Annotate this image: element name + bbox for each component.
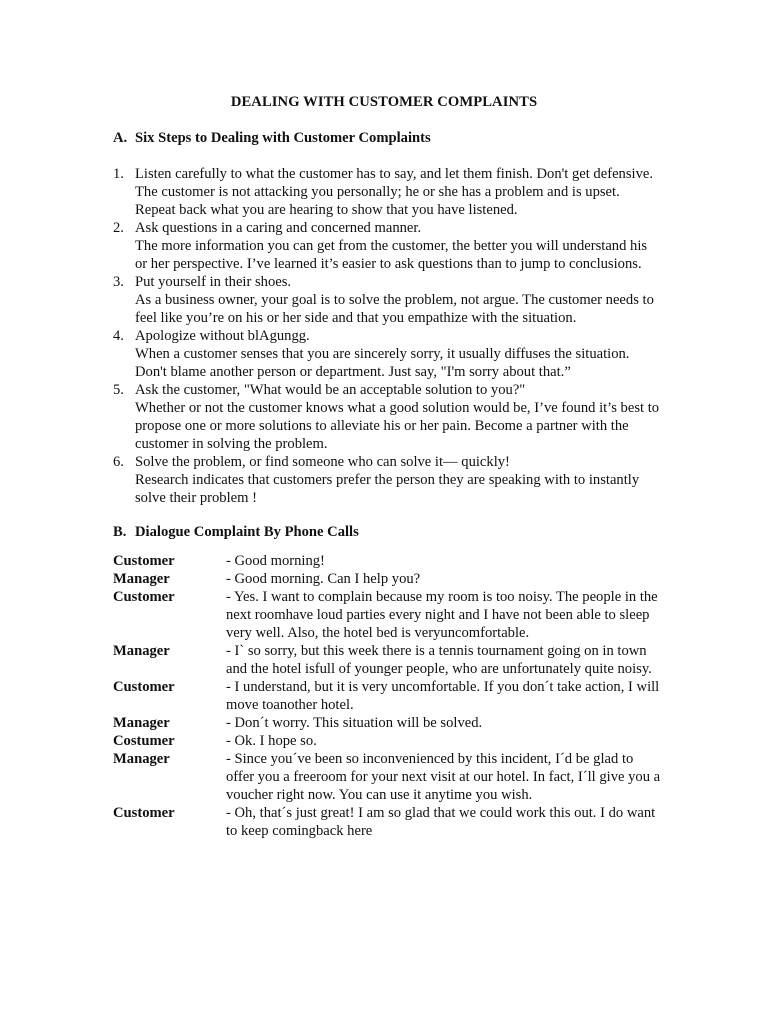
step-number: 6. [113, 454, 124, 470]
dialogue-turn [113, 750, 693, 804]
section-a-letter: A. [113, 130, 128, 146]
step-number: 4. [113, 328, 124, 344]
step-line: When a customer senses that you are sincerely sorry, it usually diffuses the situation. [135, 346, 630, 362]
dialogue-list [113, 552, 693, 840]
speech-text [226, 570, 693, 588]
step-number: 2. [113, 220, 124, 236]
step-line: Put yourself in their shoes. [135, 274, 292, 290]
speaker-name: Customer [113, 805, 175, 821]
speaker-name: Manager [113, 643, 170, 659]
dialogue-turn [113, 714, 693, 732]
step-body [135, 453, 693, 507]
step-line: Solve the problem, or find someone who can solve it— quickly! [135, 454, 510, 470]
step-item [113, 453, 693, 507]
speech-text [226, 678, 693, 714]
speech-text [226, 552, 693, 570]
dialogue-turn [113, 732, 693, 750]
speech-line: - I` so sorry, but this week there is a tennis tournament going on in town [226, 643, 647, 659]
step-line: The customer is not attacking you personally; he or she has a problem and is upset. [135, 184, 620, 200]
step-line: Don't blame another person or department. Just say, "I'm sorry about that.” [135, 364, 571, 380]
step-line: As a business owner, your goal is to solve the problem, not argue. The customer needs to [135, 292, 654, 308]
speech-line: next roomhave loud parties every night and I have not been able to sleep [226, 607, 650, 623]
section-b-heading-text: Dialogue Complaint By Phone Calls [135, 524, 359, 540]
step-line: or her perspective. I’ve learned it’s easier to ask questions than to jump to conclusions. [135, 256, 642, 272]
steps-list [113, 165, 693, 507]
step-body [135, 165, 693, 219]
speech-line: - Good morning. Can I help you? [226, 571, 421, 587]
step-line: feel like you’re on his or her side and that you empathize with the situation. [135, 310, 577, 326]
step-number: 3. [113, 274, 124, 290]
step-line: Whether or not the customer knows what a good solution would be, I’ve found it’s best to [135, 400, 660, 416]
speech-line: and the hotel isfull of younger people, who are unfortunately quite noisy. [226, 661, 652, 677]
speech-line: - Oh, that´s just great! I am so glad that we could work this out. I do want [226, 805, 656, 821]
step-number: 5. [113, 382, 124, 398]
dialogue-turn [113, 642, 693, 678]
speech-line: voucher right now. You can use it anytime you wish. [226, 787, 533, 803]
step-item [113, 219, 693, 273]
speech-line: to keep comingback here [226, 823, 373, 839]
speech-line: - Yes. I want to complain because my room is too noisy. The people in the [226, 589, 658, 605]
step-line: Repeat back what you are hearing to show that you have listened. [135, 202, 518, 218]
step-line: Apologize without blAgungg. [135, 328, 310, 344]
speech-line: - Don´t worry. This situation will be solved. [226, 715, 483, 731]
speech-text [226, 642, 693, 678]
step-line: propose one or more solutions to alleviate his or her pain. Become a partner with the [135, 418, 629, 434]
step-body [135, 381, 693, 453]
speech-line: - Good morning! [226, 553, 325, 569]
step-line: Ask the customer, "What would be an acceptable solution to you?" [135, 382, 526, 398]
step-line: solve their problem ! [135, 490, 257, 506]
step-line: Listen carefully to what the customer has to say, and let them finish. Don't get defensive. [135, 166, 653, 182]
step-line: The more information you can get from the customer, the better you will understand his [135, 238, 648, 254]
step-item [113, 327, 693, 381]
speaker-name: Manager [113, 715, 170, 731]
section-b-letter: B. [113, 524, 127, 540]
step-body [135, 219, 693, 273]
speaker-name: Manager [113, 571, 170, 587]
step-item [113, 381, 693, 453]
speech-line: move toanother hotel. [226, 697, 354, 713]
document-title: DEALING WITH CUSTOMER COMPLAINTS [230, 94, 538, 110]
dialogue-turn [113, 552, 693, 570]
speech-line: - Ok. I hope so. [226, 733, 317, 749]
speech-text [226, 732, 693, 750]
section-a-heading-text: Six Steps to Dealing with Customer Complaints [135, 130, 431, 146]
speech-line: - Since you´ve been so inconvenienced by this incident, I´d be glad to [226, 751, 634, 767]
speaker-name: Customer [113, 679, 175, 695]
step-item [113, 165, 693, 219]
dialogue-turn [113, 588, 693, 642]
speech-text [226, 804, 693, 840]
step-line: Ask questions in a caring and concerned manner. [135, 220, 422, 236]
section-b-heading [113, 523, 359, 541]
step-body [135, 273, 693, 327]
step-line: customer in solving the problem. [135, 436, 328, 452]
speech-line: very well. Also, the hotel bed is veryuncomfortable. [226, 625, 530, 641]
speech-text [226, 714, 693, 732]
step-item [113, 273, 693, 327]
dialogue-turn [113, 570, 693, 588]
section-a-heading [113, 129, 431, 147]
speech-line: - I understand, but it is very uncomfortable. If you don´t take action, I will [226, 679, 660, 695]
step-body [135, 327, 693, 381]
speaker-name: Customer [113, 589, 175, 605]
speech-text [226, 588, 693, 642]
step-number: 1. [113, 166, 124, 182]
speaker-name: Costumer [113, 733, 175, 749]
speaker-name: Customer [113, 553, 175, 569]
speech-line: offer you a freeroom for your next visit at our hotel. In fact, I´ll give you a [226, 769, 661, 785]
speech-text [226, 750, 693, 804]
step-line: Research indicates that customers prefer the person they are speaking with to instantly [135, 472, 640, 488]
dialogue-turn [113, 678, 693, 714]
speaker-name: Manager [113, 751, 170, 767]
dialogue-turn [113, 804, 693, 840]
